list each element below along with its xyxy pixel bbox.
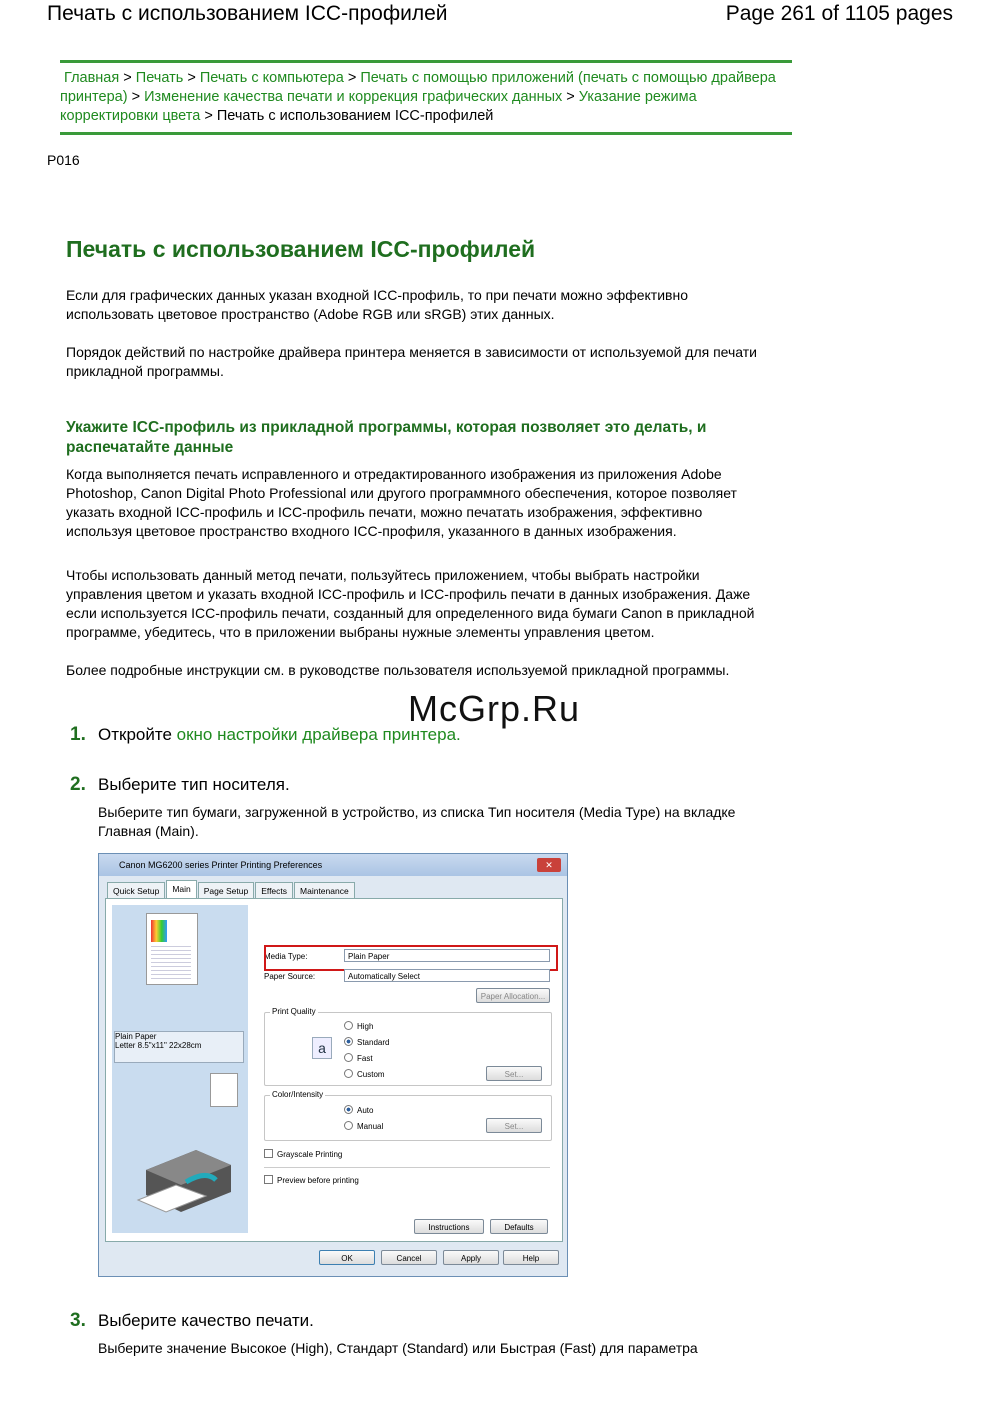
watermark: McGrp.Ru [408,688,581,729]
tab-main[interactable]: Main [166,880,196,899]
preview-checkbox[interactable]: Preview before printing [264,1175,359,1185]
step-number-1: 1. [70,724,86,745]
breadcrumb-separator: > [187,70,196,86]
driver-settings-link[interactable]: окно настройки драйвера принтера. [176,725,461,744]
breadcrumb-color-correction[interactable]: Указание режима корректировки цвета [60,89,697,124]
grayscale-checkbox[interactable]: Grayscale Printing [264,1149,342,1159]
breadcrumb-print-from-computer[interactable]: Печать с компьютера [199,70,344,86]
intro-paragraph-1: Если для графических данных указан входной ICC-профиль, то при печати можно эффективно использовать цветовое пространство (Adobe RGB или sRGB) этих данных. [66,287,688,322]
printer-preferences-dialog [98,853,568,1277]
ok-button[interactable]: OK [319,1250,375,1265]
step-number-2: 2. [70,774,86,795]
media-type-label: Media Type: [264,952,308,961]
step-3-description: Выберите значение Высокое (High), Стандарт (Standard) или Быстрая (Fast) для параметра [98,1340,698,1356]
step-3-title: Выберите качество печати. [98,1311,314,1330]
print-quality-label: Print Quality [272,1007,316,1016]
breadcrumb [60,60,792,135]
breadcrumb-change-quality[interactable]: Изменение качества печати и коррекция графических данных [144,89,563,105]
color-intensity-label: Color/Intensity [272,1090,324,1099]
page-counter: Page 261 of 1105 pages [725,2,953,25]
quality-fast-radio[interactable]: Fast [344,1053,373,1063]
document-title: Печать с использованием ICC-профилей [47,2,448,25]
step-1: Откройте окно настройки драйвера принтера. [98,725,461,744]
breadcrumb-separator: > [566,89,575,105]
apply-button[interactable]: Apply [443,1250,499,1265]
paper-info-size: Letter 8.5"x11" 22x28cm [115,1041,202,1050]
breadcrumb-separator: > [123,70,132,86]
settings-preview [112,905,248,1233]
defaults-button[interactable]: Defaults [490,1219,548,1234]
doc-code: P016 [47,152,80,168]
page-title: Печать с использованием ICC-профилей [66,236,536,262]
close-icon[interactable]: ✕ [537,858,561,872]
image-thumbnail-icon [151,920,167,942]
help-button[interactable]: Help [503,1250,559,1265]
section-paragraph-1: Когда выполняется печать исправленного и отредактированного изображения из приложения Adobe Photoshop, Canon Digital Photo Professional или другого программного обеспечения, которое позволяет указать входной ICC-профиль и ICC-профиль печати, можно печатать изображения, эффективно используя цветовое пространство входного ICC-профиля, указанного в данных изображения. [66,466,737,539]
instructions-button[interactable]: Instructions [414,1219,484,1234]
main-tab-panel [105,898,563,1242]
highlight-box [264,945,558,971]
quality-standard-radio[interactable]: Standard [344,1037,389,1047]
quality-custom-radio[interactable]: Custom [344,1069,385,1079]
quality-preview-icon: a [312,1037,332,1059]
text-lines-icon [151,946,191,980]
document-preview-icon [146,913,198,985]
color-set-button[interactable]: Set... [486,1118,542,1133]
breadcrumb-current: Печать с использованием ICC-профилей [216,108,494,124]
tab-quick-setup[interactable]: Quick Setup [107,882,165,899]
section-paragraph-2: Чтобы использовать данный метод печати, пользуйтесь приложением, чтобы выбрать настройки управления цветом и указать входной ICC-профиль и ICC-профиль печати в данных изображения. Даже если используется ICC-профиль печати, созданный для определенного вида бумаги Canon в прикладной программе, убедитесь, что в приложении выбраны нужные элементы управления цветом. [66,567,755,640]
paper-info-type: Plain Paper [115,1032,157,1041]
paper-source-select[interactable]: Automatically Select [344,969,550,982]
printer-icon [136,1130,236,1214]
breadcrumb-home[interactable]: Главная [64,70,120,86]
paper-allocation-button[interactable]: Paper Allocation... [476,988,550,1003]
step-2-description: Выберите тип бумаги, загруженной в устройство, из списка Тип носителя (Media Type) на вкладке Главная (Main). [98,804,736,839]
tab-page-setup[interactable]: Page Setup [198,882,254,899]
tab-maintenance[interactable]: Maintenance [294,882,355,899]
breadcrumb-separator: > [347,70,357,86]
breadcrumb-print-with-apps[interactable]: Печать с помощью приложений (печать с помощью драйвера принтера) [60,70,776,105]
media-type-select[interactable]: Plain Paper [344,949,550,962]
breadcrumb-print[interactable]: Печать [135,70,184,86]
quality-high-radio[interactable]: High [344,1021,373,1031]
paper-info-box [114,1031,244,1063]
divider [264,1167,550,1168]
quality-set-button[interactable]: Set... [486,1066,542,1081]
section-paragraph-3: Более подробные инструкции см. в руководстве пользователя используемой прикладной программы. [66,662,730,678]
tab-effects[interactable]: Effects [255,882,293,899]
step-2-title: Выберите тип носителя. [98,775,290,794]
step-number-3: 3. [70,1310,86,1331]
breadcrumb-separator: > [204,108,213,124]
color-manual-radio[interactable]: Manual [344,1121,383,1131]
paper-source-label: Paper Source: [264,972,316,981]
dialog-tabs [107,880,356,898]
dialog-title: Canon MG6200 series Printer Printing Preferences [119,860,323,870]
cancel-button[interactable]: Cancel [381,1250,437,1265]
dialog-titlebar [99,854,567,876]
color-auto-radio[interactable]: Auto [344,1105,373,1115]
intro-paragraph-2: Порядок действий по настройке драйвера принтера меняется в зависимости от используемой для печати прикладной программы. [66,344,757,379]
breadcrumb-separator: > [131,89,141,105]
section-heading: Укажите ICC-профиль из прикладной программы, которая позволяет это делать, и распечатайте данные [66,419,707,456]
paper-size-icon [210,1073,238,1107]
